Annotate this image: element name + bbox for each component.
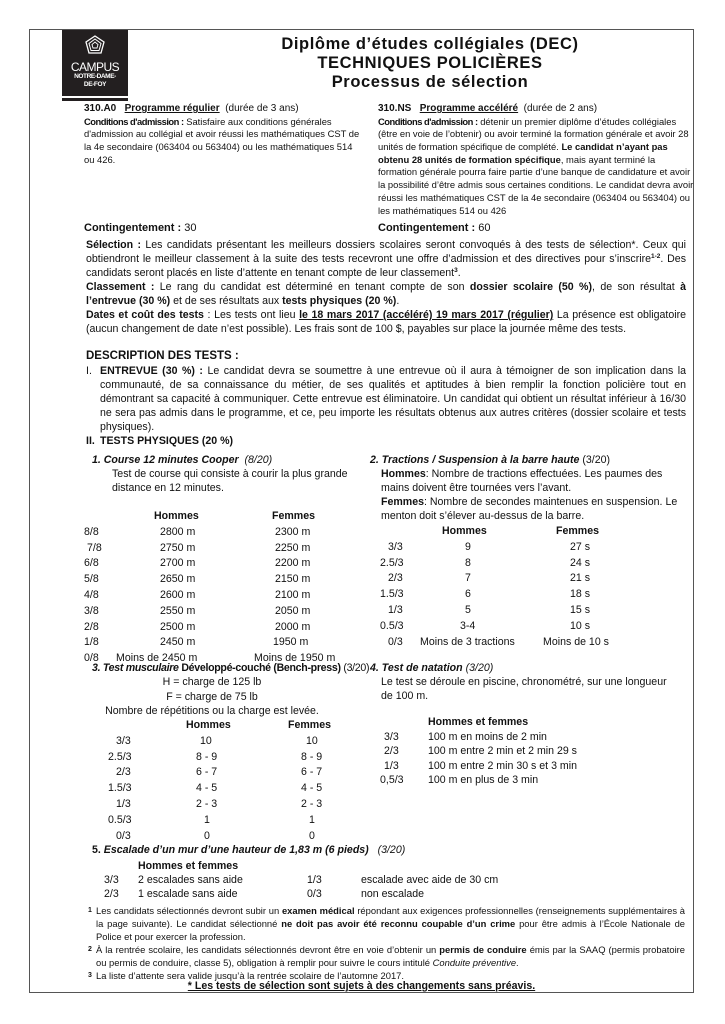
footnote-text-part: émis par la SAAQ (permis probatoire ou permis de conduire, classe 5), obligation à remplir pour suivre le cours intitulé xyxy=(96,944,686,968)
footnote-text-part: Les candidats sélectionnés devront subir un xyxy=(96,905,280,916)
conditions-text: détenir un premier diplôme d’études collégiales (être en voie de l’obtenir) ou avoir terminé la formation générale et avoir 28 unités de formation spécifique de complété. xyxy=(378,115,689,152)
women-cell: 24 s xyxy=(570,556,591,569)
wall-test-title xyxy=(92,843,592,857)
selection-label: Sélection : xyxy=(86,239,141,251)
men-cell: 1 xyxy=(204,813,210,826)
score-cell: 0/3 xyxy=(388,635,403,648)
footnote-text-part: . xyxy=(516,957,519,968)
column-header-all: Hommes et femmes xyxy=(428,716,529,728)
women-cell: 2100 m xyxy=(275,588,311,601)
men-cell: 2650 m xyxy=(160,573,196,586)
regular-program-name: Programme régulier xyxy=(124,103,220,114)
women-cell: 1 xyxy=(309,813,315,826)
logo-line-2: NOTRE-DAME- xyxy=(74,73,116,80)
column-header-men: Hommes xyxy=(154,510,199,522)
score-cell: 1.5/3 xyxy=(380,588,404,601)
tests-heading: DESCRIPTION DES TESTS : xyxy=(86,350,239,362)
ranking-label: Classement : xyxy=(86,281,155,293)
table-row xyxy=(100,765,360,781)
women-cell: 2 - 3 xyxy=(301,797,323,810)
women-cell: 2000 m xyxy=(275,620,311,633)
regular-program-conditions xyxy=(84,116,364,167)
table-row xyxy=(380,635,680,651)
regular-program-code: 310.A0 xyxy=(84,103,117,114)
physical-numeral: II. xyxy=(86,435,95,447)
bench-men-load: H = charge de 125 lb xyxy=(162,676,262,688)
logo-line-3: DE-FOY xyxy=(83,80,107,88)
men-cell: 2500 m xyxy=(160,620,196,633)
score-cell: 1/3 xyxy=(116,797,131,810)
quota-label: Contingentement : xyxy=(84,222,182,234)
selection-text-continued: . Des candidats seront placés en liste d’attente en tenant compte de leur classement xyxy=(86,253,686,279)
swim-table xyxy=(380,715,680,788)
table-header xyxy=(84,509,364,525)
women-cell: 21 s xyxy=(570,572,591,585)
pullups-title-text: 2. Tractions / Suspension à la barre haute xyxy=(370,454,580,466)
ranking-paragraph xyxy=(86,280,686,308)
score-cell: 3/3 xyxy=(104,874,119,886)
pullups-men-description xyxy=(370,467,688,495)
men-cell: Moins de 2450 m xyxy=(116,652,198,665)
men-cell: 7 xyxy=(465,572,471,585)
bench-details xyxy=(92,675,332,719)
conditions-text: Satisfaire aux conditions générales d'admission au collégial et avoir réussi les mathématiques CST de la 4e secondaire (063404 ou 563404) ou les mathématiques 514 ou 426. xyxy=(84,115,360,165)
men-cell: 3-4 xyxy=(460,619,476,632)
ranking-text: . xyxy=(396,295,400,307)
score-cell: 0,5/3 xyxy=(380,774,404,786)
interview-label: ENTREVUE (30 %) : xyxy=(100,365,203,377)
table-row xyxy=(84,604,364,620)
men-cell: 2800 m xyxy=(160,525,196,538)
men-cell: 2 - 3 xyxy=(196,797,218,810)
men-cell: 8 - 9 xyxy=(196,750,218,763)
bench-women-load: F = charge de 75 lb xyxy=(166,690,258,703)
women-text: : Nombre de secondes maintenues en suspension. Le menton doit s’élever au-dessus de la barre. xyxy=(381,496,678,522)
logo-campus-text: CAMPUS xyxy=(70,60,120,74)
cooper-title-text: 1. Course 12 minutes Cooper xyxy=(92,454,239,466)
swim-title-text: 4. Test de natation xyxy=(370,662,463,674)
page-title: Diplôme d’études collégiales (DEC) xyxy=(281,35,579,53)
women-cell: 2300 m xyxy=(275,525,311,538)
footnote-text xyxy=(96,943,685,969)
score-cell: 7/8 xyxy=(87,541,102,554)
regular-program-duration: (durée de 3 ans) xyxy=(225,103,299,114)
table-row xyxy=(84,588,364,604)
result-cell: 2 escalades sans aide xyxy=(138,874,243,886)
bench-reps-note: Nombre de répétitions ou la charge est levée. xyxy=(105,705,319,717)
footnote-text-part: pour être admis à l’École Nationale de Police et pour exercer la profession. xyxy=(96,918,686,942)
pullups-table xyxy=(380,524,680,650)
accelerated-quota xyxy=(378,222,490,235)
score-cell: 2/3 xyxy=(116,766,131,779)
interview-item xyxy=(86,364,686,434)
women-cell: Moins de 1950 m xyxy=(254,652,336,665)
table-row xyxy=(380,587,680,603)
table-header xyxy=(100,718,360,734)
footnote-text xyxy=(96,904,685,943)
swim-description: Le test se déroule en piscine, chronométré, sur une longueur de 100 m. xyxy=(381,676,667,702)
bench-title-italic: 3. Test musculaire xyxy=(92,662,179,674)
ranking-text: , de son résultat xyxy=(592,281,675,293)
conditions-text-continued: , mais ayant terminé la formation générale pourra faire partie d’une banque de candidature et avoir la possibilité d’être admis sous certaines conditions. Le candidat devra avoir réussi les mathématiques CST de la 4e secondaire (063404 ou 563404) ou les mathématiques 514 ou 426 xyxy=(378,153,694,216)
result-cell: 100 m entre 2 min 30 s et 3 min xyxy=(428,759,577,772)
table-row xyxy=(84,525,364,541)
regular-program-block xyxy=(84,103,364,166)
ranking-text: Le rang du candidat est déterminé en tenant compte de son xyxy=(159,281,465,293)
result-cell: 100 m entre 2 min et 2 min 29 s xyxy=(428,745,577,757)
table-row xyxy=(100,873,520,887)
result-cell: non escalade xyxy=(361,888,425,900)
ranking-weight-physical: tests physiques (20 %) xyxy=(282,295,397,307)
footnote-text-part: répondant aux exigences professionnelles (renseignements supplémentaires à la page suivante). Le candidat sélectionné xyxy=(96,905,686,929)
women-cell: 6 - 7 xyxy=(301,766,323,779)
women-cell: 8 - 9 xyxy=(301,750,323,763)
men-cell: 6 xyxy=(465,588,471,601)
result-cell: 1 escalade sans aide xyxy=(138,888,238,900)
ranking-weight-interview: à l’entrevue (30 %) xyxy=(86,281,686,307)
men-cell: 6 - 7 xyxy=(196,766,218,779)
interview-body xyxy=(100,364,686,434)
footnote-2 xyxy=(88,943,685,969)
men-cell: 2600 m xyxy=(160,588,196,601)
men-cell: 9 xyxy=(465,540,471,553)
men-cell: 10 xyxy=(200,734,212,747)
footnote-1 xyxy=(88,904,685,943)
conditions-label: Conditions d'admission : xyxy=(84,115,184,127)
column-header-men: Hommes xyxy=(442,525,487,537)
footnote-mark: 1 xyxy=(88,907,92,914)
footnote-italic-part: Conduite préventive xyxy=(432,957,517,968)
quota-value: 30 xyxy=(184,222,197,234)
cooper-description: Test de course qui consiste à courir la plus grande distance en 12 minutes. xyxy=(112,468,348,494)
wall-title-text: Escalade d’un mur d’une hauteur de 1,83 m (6 pieds) xyxy=(103,844,369,856)
wall-table xyxy=(100,859,520,901)
table-header xyxy=(380,715,680,730)
swim-title xyxy=(370,661,688,675)
selection-paragraph xyxy=(86,238,686,280)
column-header-women: Femmes xyxy=(272,510,315,522)
women-cell: 1950 m xyxy=(273,636,309,649)
women-cell: 18 s xyxy=(570,588,591,601)
table-row xyxy=(100,797,360,813)
table-row xyxy=(380,571,680,587)
accelerated-program-heading xyxy=(378,103,696,116)
score-cell: 6/8 xyxy=(84,557,99,570)
bench-title xyxy=(92,661,370,675)
footnote-bold-part: ne doit pas avoir été reconnu coupable d’un crime xyxy=(281,918,516,929)
score-cell: 1/8 xyxy=(84,636,99,649)
score-cell: 0/3 xyxy=(307,888,322,900)
result-cell: 100 m en moins de 2 min xyxy=(428,730,547,743)
ranking-weight-academic: dossier scolaire (50 %) xyxy=(469,281,593,293)
pullups-women-description xyxy=(370,495,688,523)
table-row xyxy=(380,619,680,635)
column-header-men: Hommes xyxy=(186,719,231,731)
footnote-bold-part: examen médical xyxy=(281,905,355,916)
physical-label: TESTS PHYSIQUES (20 %) xyxy=(100,435,234,447)
score-cell: 1.5/3 xyxy=(108,782,132,795)
women-cell: 2050 m xyxy=(275,604,311,617)
score-cell: 2/3 xyxy=(384,745,399,757)
men-cell: 2550 m xyxy=(160,604,196,617)
table-row xyxy=(84,556,364,572)
pullups-test xyxy=(370,453,688,523)
accelerated-program-conditions xyxy=(378,116,696,218)
men-cell: 0 xyxy=(204,829,210,842)
table-row xyxy=(380,744,680,759)
logo-underline xyxy=(62,98,128,101)
quota-value: 60 xyxy=(478,222,491,234)
column-header-women: Femmes xyxy=(556,525,599,537)
accelerated-program-name: Programme accéléré xyxy=(419,103,519,114)
footnote-text: La liste d’attente sera valide jusqu’à la rentrée scolaire de l’automne 2017. xyxy=(96,970,405,981)
column-header-women: Femmes xyxy=(288,719,331,731)
accelerated-program-duration: (durée de 2 ans) xyxy=(523,103,598,114)
pullups-score: (3/20) xyxy=(582,454,611,466)
women-cell: Moins de 10 s xyxy=(543,635,609,648)
campus-logo-icon xyxy=(84,35,106,55)
men-cell: Moins de 3 tractions xyxy=(420,635,515,648)
men-cell: 4 - 5 xyxy=(196,782,218,795)
wall-number: 5. xyxy=(92,844,101,856)
physical-tests-heading xyxy=(86,434,233,448)
dates-text-continued: La présence est obligatoire (aucun changement de date n’est possible). Les frais sont de 100 $, payables sur place la journée même des tests. xyxy=(86,309,687,335)
men-text: : Nombre de tractions effectuées. Les paumes des mains doivent être tournées vers l’avant. xyxy=(381,468,663,494)
program-title: TECHNIQUES POLICIÈRES xyxy=(317,54,543,72)
score-cell: 0.5/3 xyxy=(380,619,404,632)
table-row xyxy=(100,734,360,750)
men-cell: 2750 m xyxy=(160,541,196,554)
bench-test xyxy=(92,661,370,719)
men-cell: 8 xyxy=(465,556,471,569)
disclaimer: * Les tests de sélection sont sujets à des changements sans préavis. xyxy=(187,980,536,992)
score-cell: 2/8 xyxy=(84,620,99,633)
selection-section xyxy=(86,238,686,336)
table-header xyxy=(380,524,680,540)
cooper-table xyxy=(84,509,364,667)
score-cell: 3/3 xyxy=(388,540,403,553)
cooper-score: (8/20) xyxy=(244,454,273,466)
swim-test xyxy=(370,661,688,703)
pullups-title xyxy=(370,453,688,467)
men-cell: 2700 m xyxy=(160,557,196,570)
table-row xyxy=(380,759,680,774)
table-row xyxy=(380,773,680,788)
score-cell: 5/8 xyxy=(84,573,99,586)
women-cell: 15 s xyxy=(570,603,591,616)
women-cell: 2150 m xyxy=(275,573,311,586)
score-cell: 2.5/3 xyxy=(380,556,404,569)
score-cell: 1/3 xyxy=(384,759,399,772)
score-cell: 8/8 xyxy=(84,525,99,538)
footnote-mark: 2 xyxy=(88,946,92,953)
ranking-text: et de ses résultats aux xyxy=(173,295,280,307)
score-cell: 2.5/3 xyxy=(108,750,132,763)
table-row xyxy=(84,620,364,636)
bench-table xyxy=(100,718,360,844)
table-row xyxy=(100,887,520,901)
women-label: Femmes xyxy=(381,496,424,508)
women-cell: 10 s xyxy=(570,619,591,632)
score-cell: 1/3 xyxy=(307,874,322,886)
campus-logo xyxy=(62,30,128,96)
table-row xyxy=(84,572,364,588)
men-cell: 5 xyxy=(465,603,471,616)
result-cell: 100 m en plus de 3 min xyxy=(428,774,539,786)
bench-score: (3/20) xyxy=(343,662,370,674)
selection-text-end: . xyxy=(457,267,461,279)
score-cell: 2/3 xyxy=(104,888,119,900)
footnote-text-part: À la rentrée scolaire, les candidats sélectionnés devront être en voie d’obtenir un xyxy=(96,944,437,955)
conditions-bold-text: Le candidat n’ayant pas obtenu 28 unités de formation spécifique xyxy=(378,141,668,165)
women-cell: 4 - 5 xyxy=(301,782,323,795)
table-row xyxy=(380,540,680,556)
footnote-bold-part: permis de conduire xyxy=(439,944,527,955)
women-cell: 10 xyxy=(306,734,318,747)
accelerated-program-code: 310.NS xyxy=(378,103,412,114)
regular-program-heading xyxy=(84,103,364,116)
table-row xyxy=(100,813,360,829)
footnote-ref: 3 xyxy=(454,267,458,274)
interview-section xyxy=(86,364,686,434)
table-row xyxy=(380,603,680,619)
women-cell: 2250 m xyxy=(275,541,311,554)
score-cell: 1/3 xyxy=(388,603,403,616)
selection-text: Les candidats présentant les meilleurs dossiers scolaires seront convoqués à des tests de sélection*. Ceux qui obtiendront le meilleur classement à la suite des tests recevront une offre d’admission et des directives pour s’inscrire xyxy=(86,239,687,265)
page-subtitle: Processus de sélection xyxy=(331,73,529,91)
column-header-all: Hommes et femmes xyxy=(138,860,239,872)
footnote-ref: 1-2 xyxy=(651,253,661,260)
table-header xyxy=(100,859,520,873)
women-cell: 0 xyxy=(309,829,315,842)
score-cell: 0/3 xyxy=(116,829,131,842)
table-row xyxy=(84,635,364,651)
table-row xyxy=(380,730,680,745)
table-row xyxy=(84,541,364,557)
cooper-test xyxy=(92,453,352,495)
accelerated-program-block xyxy=(378,103,696,217)
cooper-title xyxy=(92,453,352,467)
dates-paragraph xyxy=(86,308,686,336)
score-cell: 4/8 xyxy=(84,588,99,601)
dates-text: : Les tests ont lieu xyxy=(207,309,296,321)
men-label: Hommes xyxy=(381,468,426,480)
regular-quota xyxy=(84,222,196,235)
men-cell: 2450 m xyxy=(160,636,196,649)
dates-label: Dates et coût des tests xyxy=(86,309,204,321)
quota-label: Contingentement : xyxy=(378,222,476,234)
test-dates: le 18 mars 2017 (accéléré) 19 mars 2017 (régulier) xyxy=(299,309,554,321)
score-cell: 3/3 xyxy=(384,730,399,743)
table-row xyxy=(100,781,360,797)
women-cell: 27 s xyxy=(570,540,591,553)
interview-numeral: I. xyxy=(86,365,92,377)
result-cell: escalade avec aide de 30 cm xyxy=(361,874,499,886)
table-row xyxy=(380,556,680,572)
swim-score: (3/20) xyxy=(465,662,494,674)
footnote-mark: 3 xyxy=(88,972,92,979)
bench-title-bold: Développé-couché (Bench-press) xyxy=(181,662,341,674)
footnotes xyxy=(88,904,685,982)
score-cell: 3/8 xyxy=(84,604,99,617)
conditions-label: Conditions d'admission : xyxy=(378,115,478,127)
table-row xyxy=(100,750,360,766)
score-cell: 0/8 xyxy=(84,652,99,665)
wall-score: (3/20) xyxy=(377,844,406,856)
score-cell: 3/3 xyxy=(116,734,131,747)
interview-text: Le candidat devra se soumettre à une entrevue où il aura à témoigner de son implication dans la communauté, de sa connaissance du métier, de ses qualités et aptitudes à bien remplir la fonction policière tout en démontrant sa capacité à communiquer. Cette entrevue est éliminatoire. Un candidat qui obtient un résultat inférieur à 16/30 ne sera pas admis dans le programme, et ce, peu importe les résultats obtenus aux autres critères (dossier scolaire et tests physiques). xyxy=(100,365,687,433)
women-cell: 2200 m xyxy=(275,557,311,570)
score-cell: 2/3 xyxy=(388,572,403,585)
score-cell: 0.5/3 xyxy=(108,813,132,826)
table-row xyxy=(100,829,360,845)
